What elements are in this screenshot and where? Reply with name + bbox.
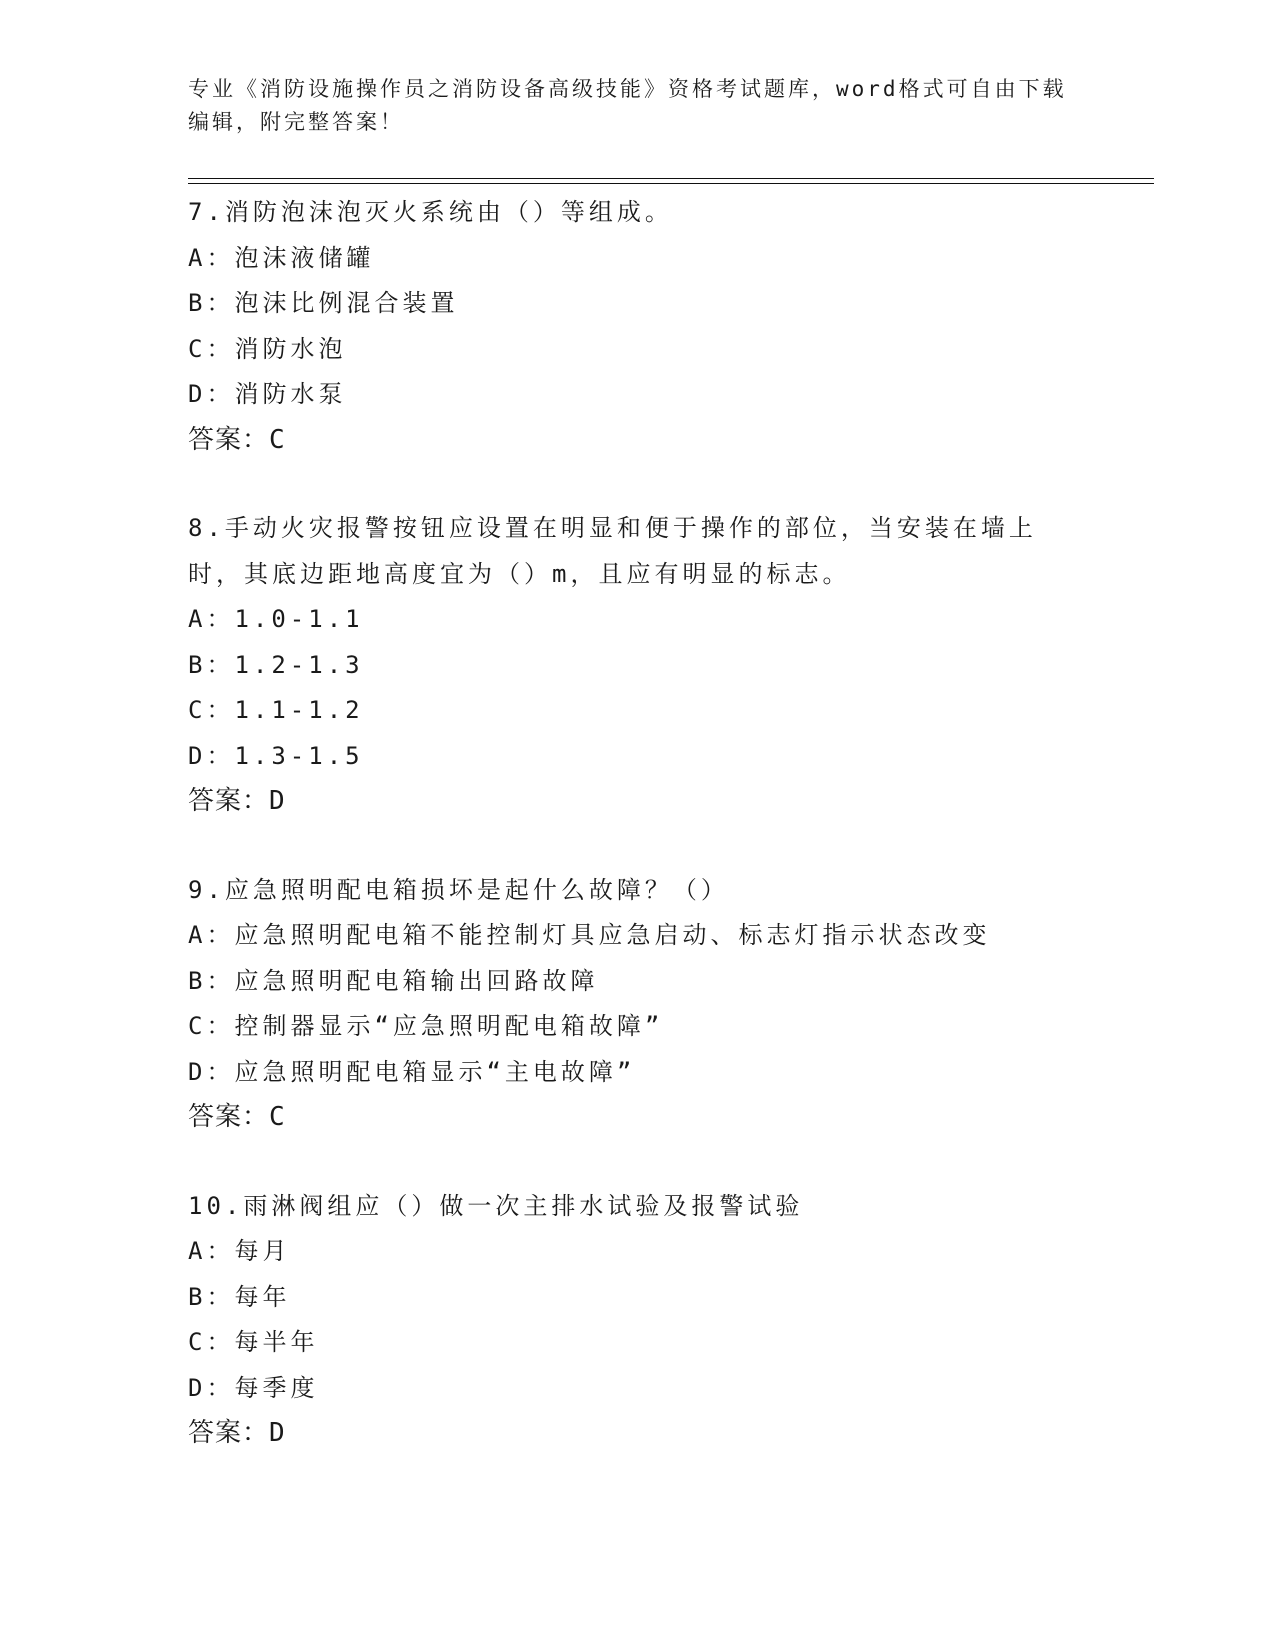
question-stem: 10.雨淋阀组应（）做一次主排水试验及报警试验: [188, 1191, 804, 1220]
question-7: [188, 190, 1088, 463]
option-a: A：应急照明配电箱不能控制灯具应急启动、标志灯指示状态改变: [188, 921, 991, 949]
document-header: 专业《消防设施操作员之消防设备高级技能》资格考试题库，word格式可自由下载编辑，附完整答案！: [188, 77, 1067, 134]
option-d: D：消防水泵: [188, 380, 347, 408]
option-a: A：每月: [188, 1237, 291, 1265]
header-divider-bottom: [188, 183, 1154, 184]
option-b: B：1.2-1.3: [188, 650, 364, 679]
option-c: C：每半年: [188, 1328, 319, 1356]
answer-value: D: [269, 1418, 286, 1448]
answer-label: 答案：: [188, 1418, 270, 1448]
answer-value: C: [269, 1102, 286, 1132]
question-stem: 7.消防泡沫泡灭火系统由（）等组成。: [188, 198, 673, 226]
option-c: C：消防水泡: [188, 334, 347, 363]
option-d: D：应急照明配电箱显示“主电故障”: [188, 1057, 636, 1086]
question-9: [188, 868, 1088, 1141]
question-list: [188, 190, 1088, 1500]
question-8: [188, 506, 1088, 825]
answer-line: [188, 1095, 1088, 1141]
answer-line: [188, 779, 1088, 825]
header-divider-top: [188, 178, 1154, 179]
option-b: B：泡沫比例混合装置: [188, 289, 459, 317]
question-stem: 8.手动火灾报警按钮应设置在明显和便于操作的部位，当安装在墙上时，其底边距地高度宜为（）m，且应有明显的标志。: [188, 514, 1037, 588]
answer-line: [188, 1411, 1088, 1457]
option-b: B：应急照明配电箱输出回路故障: [188, 966, 599, 995]
option-c: C：1.1-1.2: [188, 696, 364, 724]
answer-label: 答案：: [188, 1102, 270, 1132]
answer-value: C: [269, 424, 286, 455]
answer-label: 答案：: [188, 424, 270, 455]
question-10: [188, 1184, 1088, 1457]
option-b: B：每年: [188, 1282, 291, 1311]
question-stem: 9.应急照明配电箱损坏是起什么故障？（）: [188, 875, 729, 904]
answer-line: [188, 418, 1088, 464]
option-d: D：1.3-1.5: [188, 741, 364, 770]
option-d: D：每季度: [188, 1373, 319, 1402]
answer-value: D: [269, 786, 286, 816]
option-a: A：泡沫液储罐: [188, 243, 375, 272]
option-c: C：控制器显示“应急照明配电箱故障”: [188, 1012, 664, 1040]
option-a: A：1.0-1.1: [188, 605, 364, 633]
answer-label: 答案：: [188, 786, 270, 816]
